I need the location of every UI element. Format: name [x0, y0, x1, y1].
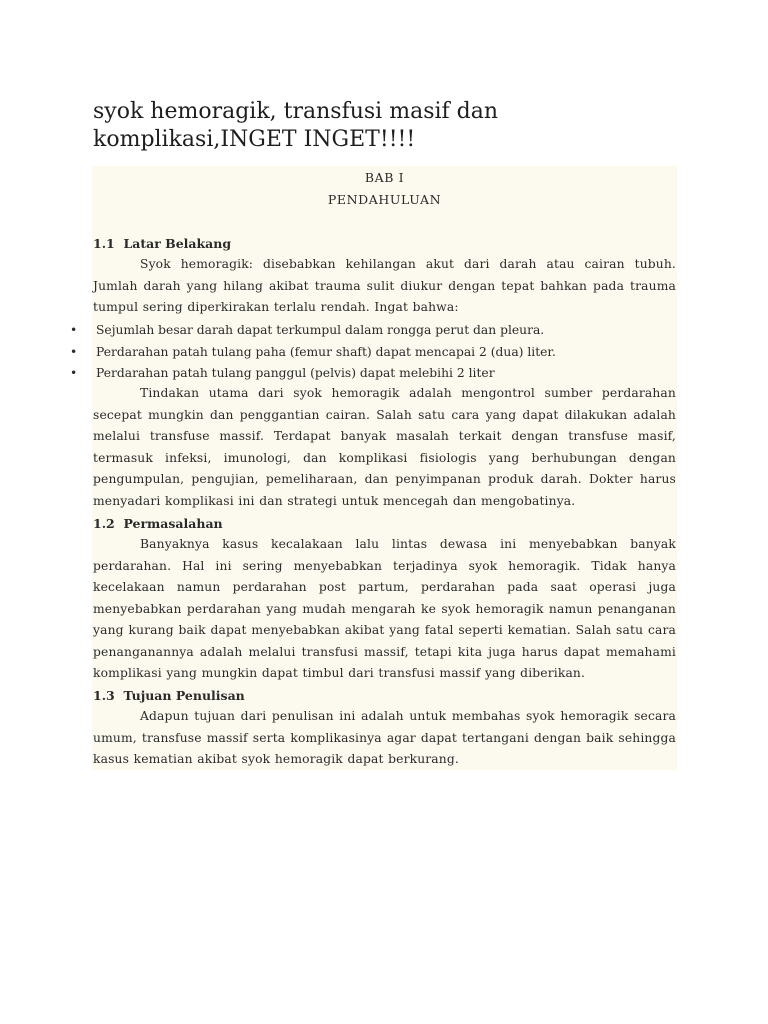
paragraph-latar-belakang-main: Tindakan utama dari syok hemoragik adalah mengontrol sumber perdarahan secepat mungkin dan penggantian cairan. Salah satu cara yang dapat dilakukan adalah melalui transfuse massif. Terdapat banyak masalah terkait dengan transfuse masif, termasuk infeksi, imunologi, dan komplikasi fisiologis yang berhubungan dengan pengumpulan, pengujian, pemeliharaan, dan penyimpanan produk darah. Dokter harus menyadari komplikasi ini dan strategi untuk mencegah dan mengobatinya. [93, 386, 676, 508]
paragraph-latar-belakang-intro: Syok hemoragik: disebabkan kehilangan akut dari darah atau cairan tubuh. Jumlah darah yang hilang akibat trauma sulit diukur dengan tepat bahkan pada trauma tumpul sering diperkirakan terlalu rendah. Ingat bahwa: [93, 257, 676, 314]
list-item-text: Sejumlah besar darah dapat terkumpul dalam rongga perut dan pleura. [96, 323, 545, 337]
section-heading-tujuan-penulisan: 1.3 Tujuan Penulisan [93, 688, 245, 703]
chapter-number: BAB I [364, 170, 405, 185]
section-heading-latar-belakang: 1.1 Latar Belakang [93, 236, 232, 251]
paragraph-permasalahan: Banyaknya kasus kecalakaan lalu lintas dewasa ini menyebabkan banyak perdarahan. Hal ini sering menyebabkan terjadinya syok hemoragik. Tidak hanya kecelakaan namun perdarahan post partum, perdarahan pada saat operasi juga menyebabkan perdarahan yang mudah mengarah ke syok hemoragik namun penanganan yang kurang baik dapat menyebabkan akibat yang fatal seperti kematian. Salah satu cara penanganannya adalah melalui transfusi massif, tetapi kita juga harus dapat memahami komplikasi yang mungkin dapat timbul dari transfusi massif yang diberikan. [93, 537, 676, 680]
chapter-title: PENDAHULUAN [327, 192, 442, 207]
list-item-text: Perdarahan patah tulang panggul (pelvis) dapat melebihi 2 liter [96, 366, 495, 380]
paragraph-tujuan-penulisan: Adapun tujuan dari penulisan ini adalah untuk membahas syok hemoragik secara umum, transfuse massif serta komplikasinya agar dapat tertangani dengan baik sehingga kasus kematian akibat syok hemoragik dapat berkurang. [93, 709, 676, 766]
bullet-icon: • [70, 323, 78, 337]
document-title: syok hemoragik, transfusi masif dan komplikasi,INGET INGET!!!! [93, 99, 499, 152]
bullet-icon: • [70, 345, 78, 359]
list-item-text: Perdarahan patah tulang paha (femur shaft) dapat mencapai 2 (dua) liter. [96, 345, 556, 359]
bullet-icon: • [70, 366, 78, 380]
section-heading-permasalahan: 1.2 Permasalahan [93, 516, 223, 531]
document-page [70, 166, 677, 770]
